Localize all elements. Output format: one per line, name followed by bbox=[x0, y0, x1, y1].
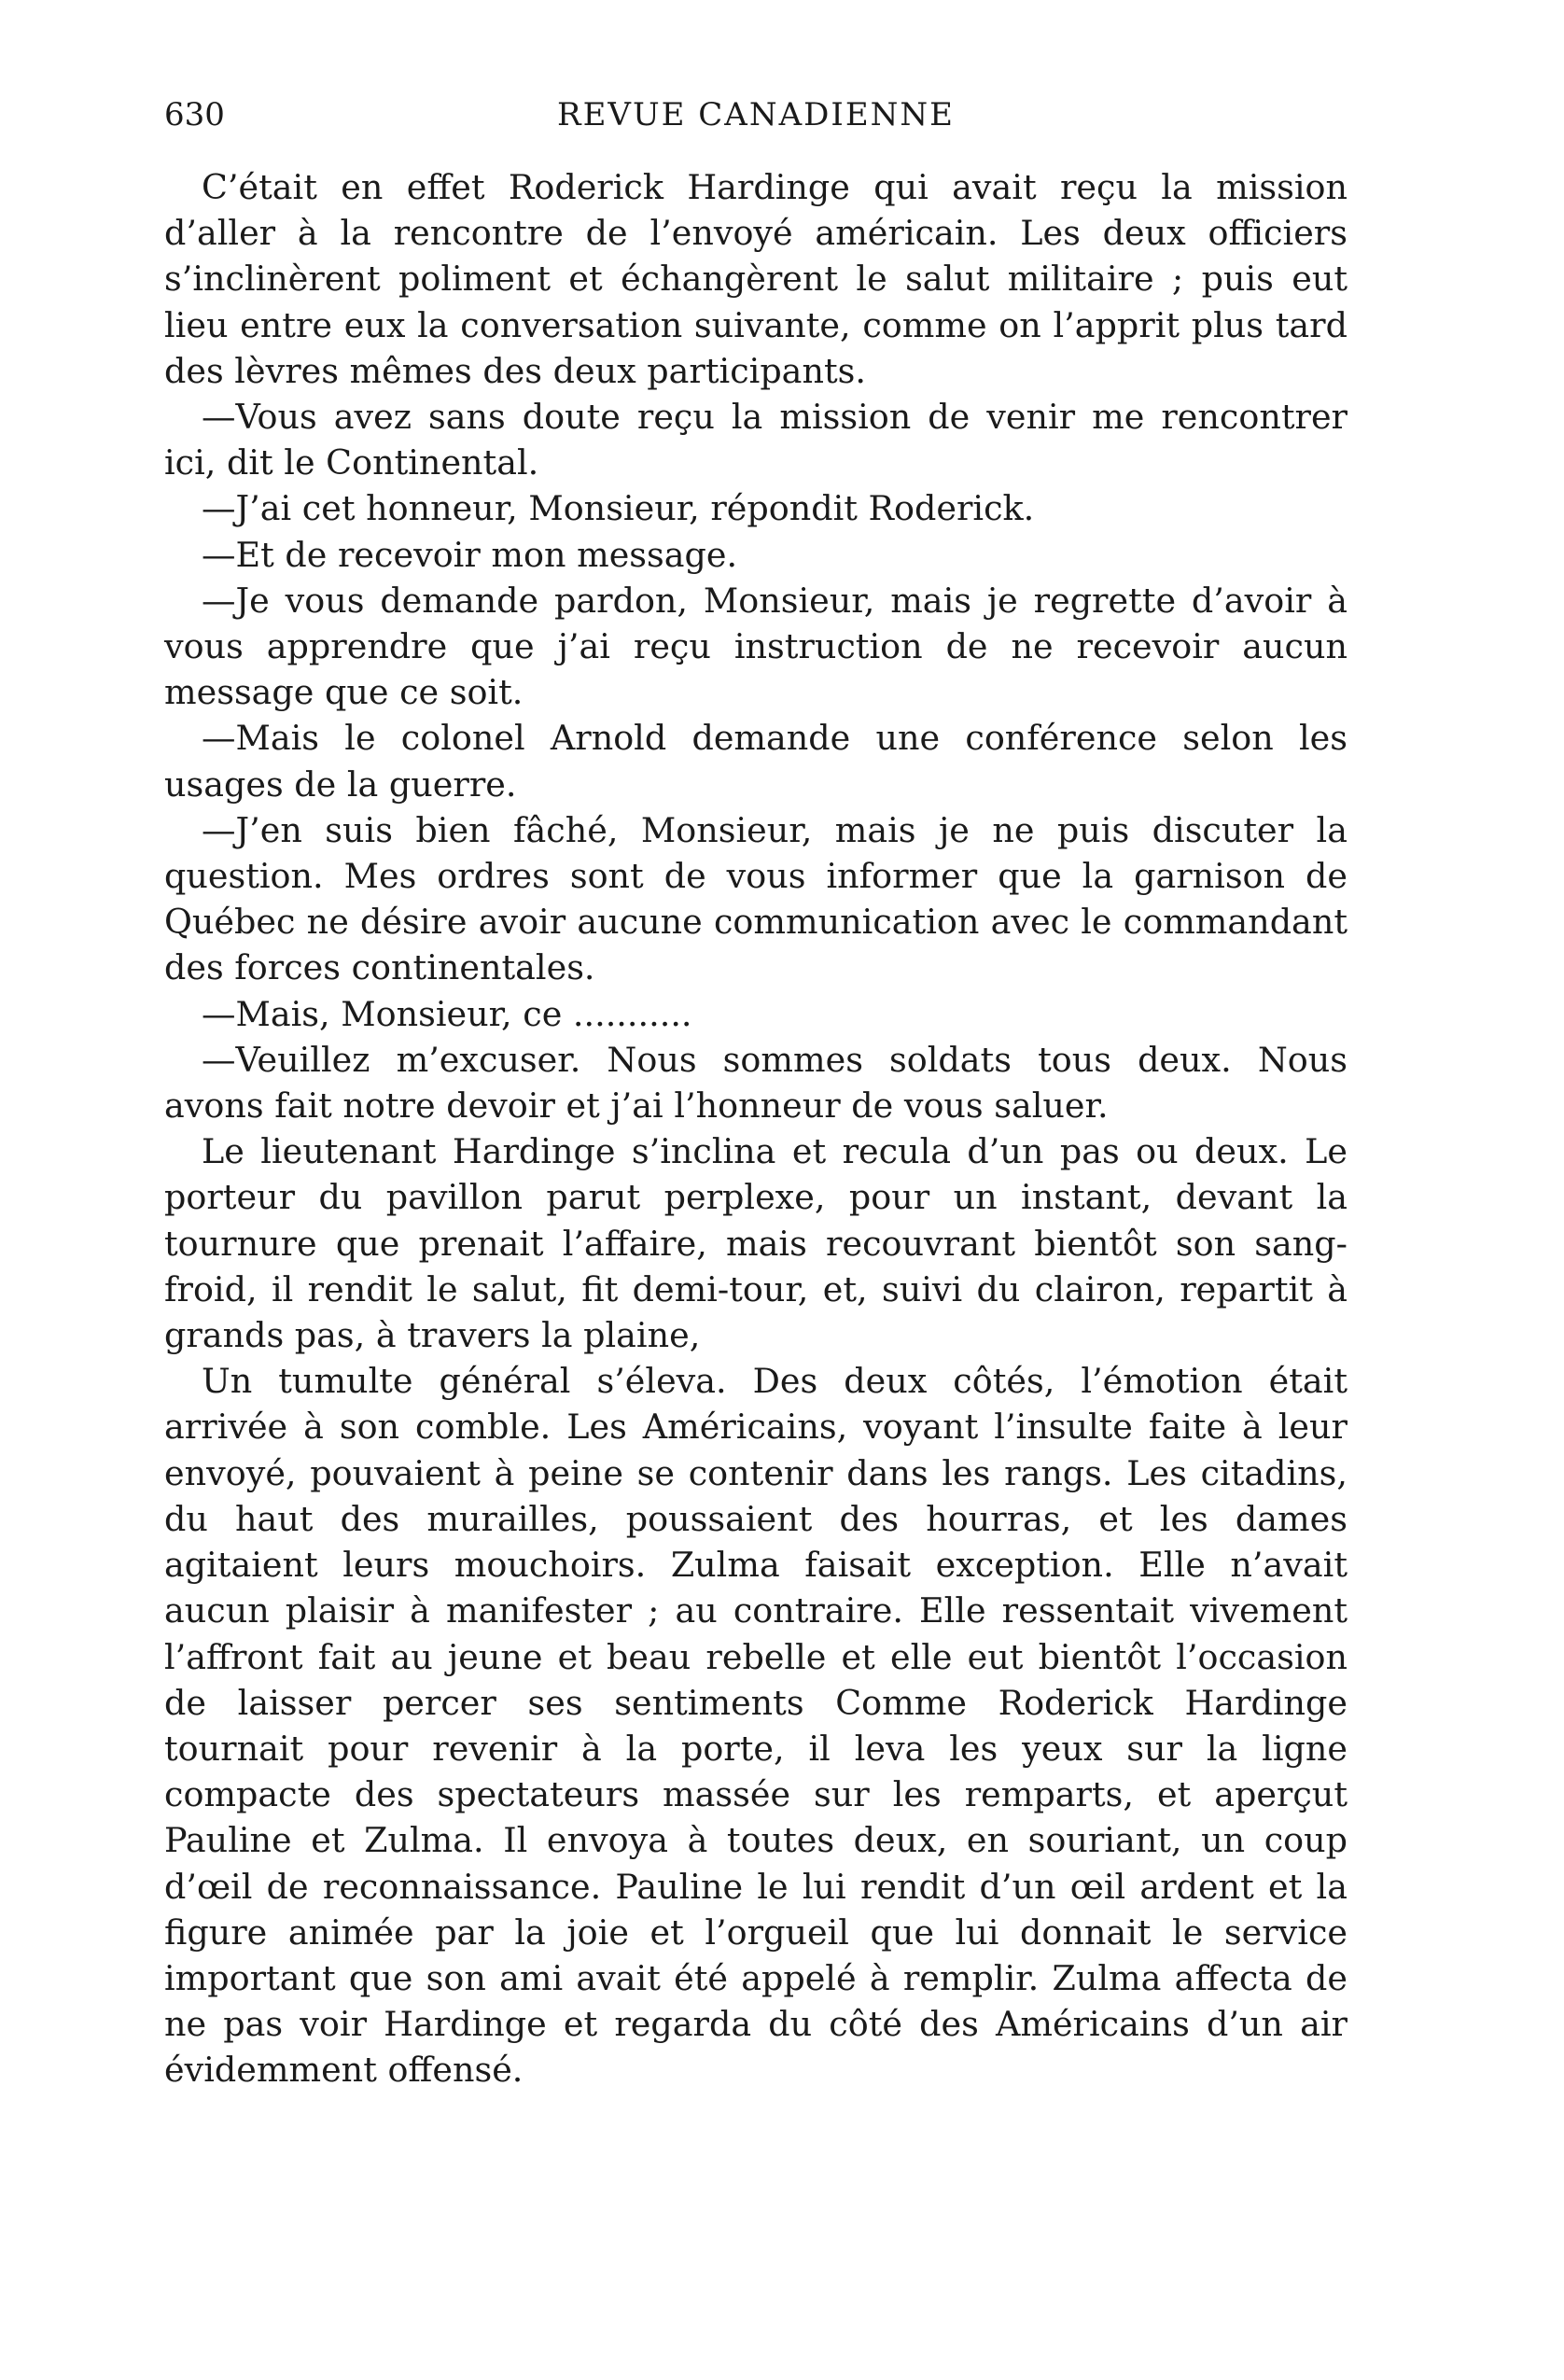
dialogue-line: —Mais, Monsieur, ce ........... bbox=[202, 993, 692, 1034]
dialogue-line: —Vous avez sans doute reçu la mission de venir me rencontrer ici, dit le Continental. bbox=[164, 397, 1348, 483]
dialogue-line: —Veuillez m’excuser. Nous sommes soldats tous deux. Nous avons fait notre devoir et j’ai l’honneur de vous saluer. bbox=[164, 1039, 1348, 1127]
page-header bbox=[164, 91, 1348, 138]
dialogue-line: —J’en suis bien fâché, Monsieur, mais je ne puis discuter la question. Mes ordres sont de vous informer que la garnison de Québec ne désire avoir aucune communication avec le commandant des forces continentales. bbox=[164, 809, 1348, 988]
paragraph: C’était en effet Roderick Hardinge qui avait reçu la mission d’aller à la rencontre de l’envoyé américain. Les deux officiers s’inclinèrent poliment et échangèrent le salut militaire ; puis eut lieu entre eux la conversation suivante, comme on l’apprit plus tard des lèvres mêmes des deux participants. bbox=[164, 167, 1348, 391]
dialogue-line: —J’ai cet honneur, Monsieur, répondit Roderick. bbox=[202, 488, 1035, 529]
body-text bbox=[164, 164, 1348, 2093]
running-title: REVUE CANADIENNE bbox=[557, 96, 955, 133]
page-number: 630 bbox=[164, 96, 225, 133]
paragraph: Un tumulte général s’éleva. Des deux côtés, l’émotion était arrivée à son comble. Les Américains, voyant l’insulte faite à leur envoyé, pouvaient à peine se contenir dans les rangs. Les citadins, du haut des murailles, poussaient des hourras, et les dames agitaient leurs mouchoirs. Zulma faisait exception. Elle n’avait aucun plaisir à manifester ; au contraire. Elle ressentait vivement l’affront fait au jeune et beau rebelle et elle eut bientôt l’occasion de laisser percer ses sentiments Comme Roderick Hardinge tournait pour revenir à la porte, il leva les yeux sur la ligne compacte des spectateurs massée sur les remparts, et aperçut Pauline et Zulma. Il envoya à toutes deux, en souriant, un coup d’œil de reconnaissance. Pauline le lui rendit d’un œil ardent et la figure animée par la joie et l’orgueil que lui donnait le service important que son ami avait été appelé à remplir. Zulma affecta de ne pas voir Hardinge et regarda du côté des Américains d’un air évidemment offensé. bbox=[164, 1361, 1348, 2091]
dialogue-line: —Mais le colonel Arnold demande une conférence selon les usages de la guerre. bbox=[164, 718, 1348, 805]
paragraph: Le lieutenant Hardinge s’inclina et recula d’un pas ou deux. Le porteur du pavillon parut perplexe, pour un instant, devant la tournure que prenait l’affaire, mais recouvrant bientôt son sang-froid, il rendit le salut, fit demi-tour, et, suivi du clairon, repartit à grands pas, à travers la plaine, bbox=[164, 1131, 1348, 1356]
dialogue-line: —Je vous demande pardon, Monsieur, mais je regrette d’avoir à vous apprendre que j’ai reçu instruction de ne recevoir aucun message que ce soit. bbox=[164, 580, 1348, 713]
dialogue-line: —Et de recevoir mon message. bbox=[202, 534, 738, 575]
